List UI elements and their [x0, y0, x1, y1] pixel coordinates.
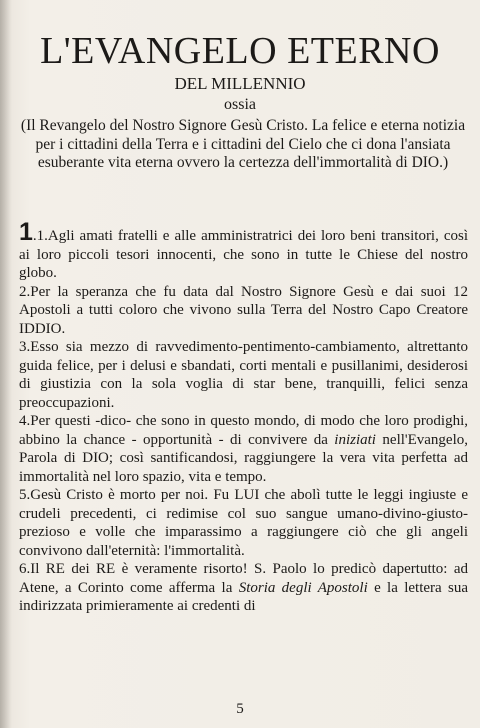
verse-3: 3.Esso sia mezzo di ravvedimento-pentimento-cambiamento, altrettanto guida felice, per i delusi e sbandati, corti mentali e pusillanimi, desiderosi di giustizia con la sola voglia di star bene, tranquilli, felici senza preoccupazioni.: [19, 339, 468, 411]
verse-6-text-b: e la lettera sua indirizzata primieramente ai credenti di: [19, 579, 469, 614]
verse-4: [19, 412, 468, 486]
page-subtitle: DEL MILLENNIO: [174, 74, 306, 93]
verse-6: [19, 560, 468, 616]
verse-5: 5.Gesù Cristo è morto per noi. Fu LUI che abolì tutte le leggi ingiuste e crudeli precedenti, ci redimise col suo sangue umano-divino-giusto-prezioso e volle che imparassimo a raggiungere ciò che gli angeli convivono dall'eternità: l'immortalità.: [19, 487, 468, 559]
page-title: L'EVANGELO ETERNO: [40, 30, 440, 72]
verse-6-italic: Storia degli Apostoli: [238, 579, 368, 596]
title-description: (Il Revangelo del Nostro Signore Gesù Cristo. La felice e eterna notizia per i cittadini della Terra e i cittadini del Cielo che ci dona l'ansiata esuberante vita eterna ovvero la certezza dell'immortalità di DIO.): [20, 117, 466, 171]
verse-2: 2.Per la speranza che fu data dal Nostro Signore Gesù e dai suoi 12 Apostoli a tutti coloro che vivono sulla Terra del Nostro Capo Creatore IDDIO.: [19, 283, 468, 337]
ossia-line: ossia: [224, 96, 256, 113]
verse-4-text-a: 4.Per questi -dico- che sono in questo mondo, di modo che loro prodighi, abbino la chance - opportunità - di convivere da: [19, 413, 468, 448]
verse-4-text-b: nell'Evangelo, Parola di DIO; così santificandosi, raggiungere la vera vita perfetta ad immortalità nel loro spazio, vita e tempo.: [19, 431, 469, 485]
body-text: [19, 218, 469, 616]
chapter-number: 1: [19, 218, 33, 246]
verse-1-text: .1.Agli amati fratelli e alle amministratrici dei loro beni transitori, così ai loro piccoli tesori innocenti, che sono in tutte le Chiese del nostro globo.: [19, 228, 468, 281]
page-number: 5: [236, 701, 244, 717]
verse-6-text-a: 6.Il RE dei RE è veramente risorto! S. Paolo lo predicò dapertutto: ad Atene, a Corinto come afferma la: [19, 561, 468, 596]
verse-4-italic: iniziati: [334, 431, 376, 448]
verse-1: [19, 218, 468, 283]
